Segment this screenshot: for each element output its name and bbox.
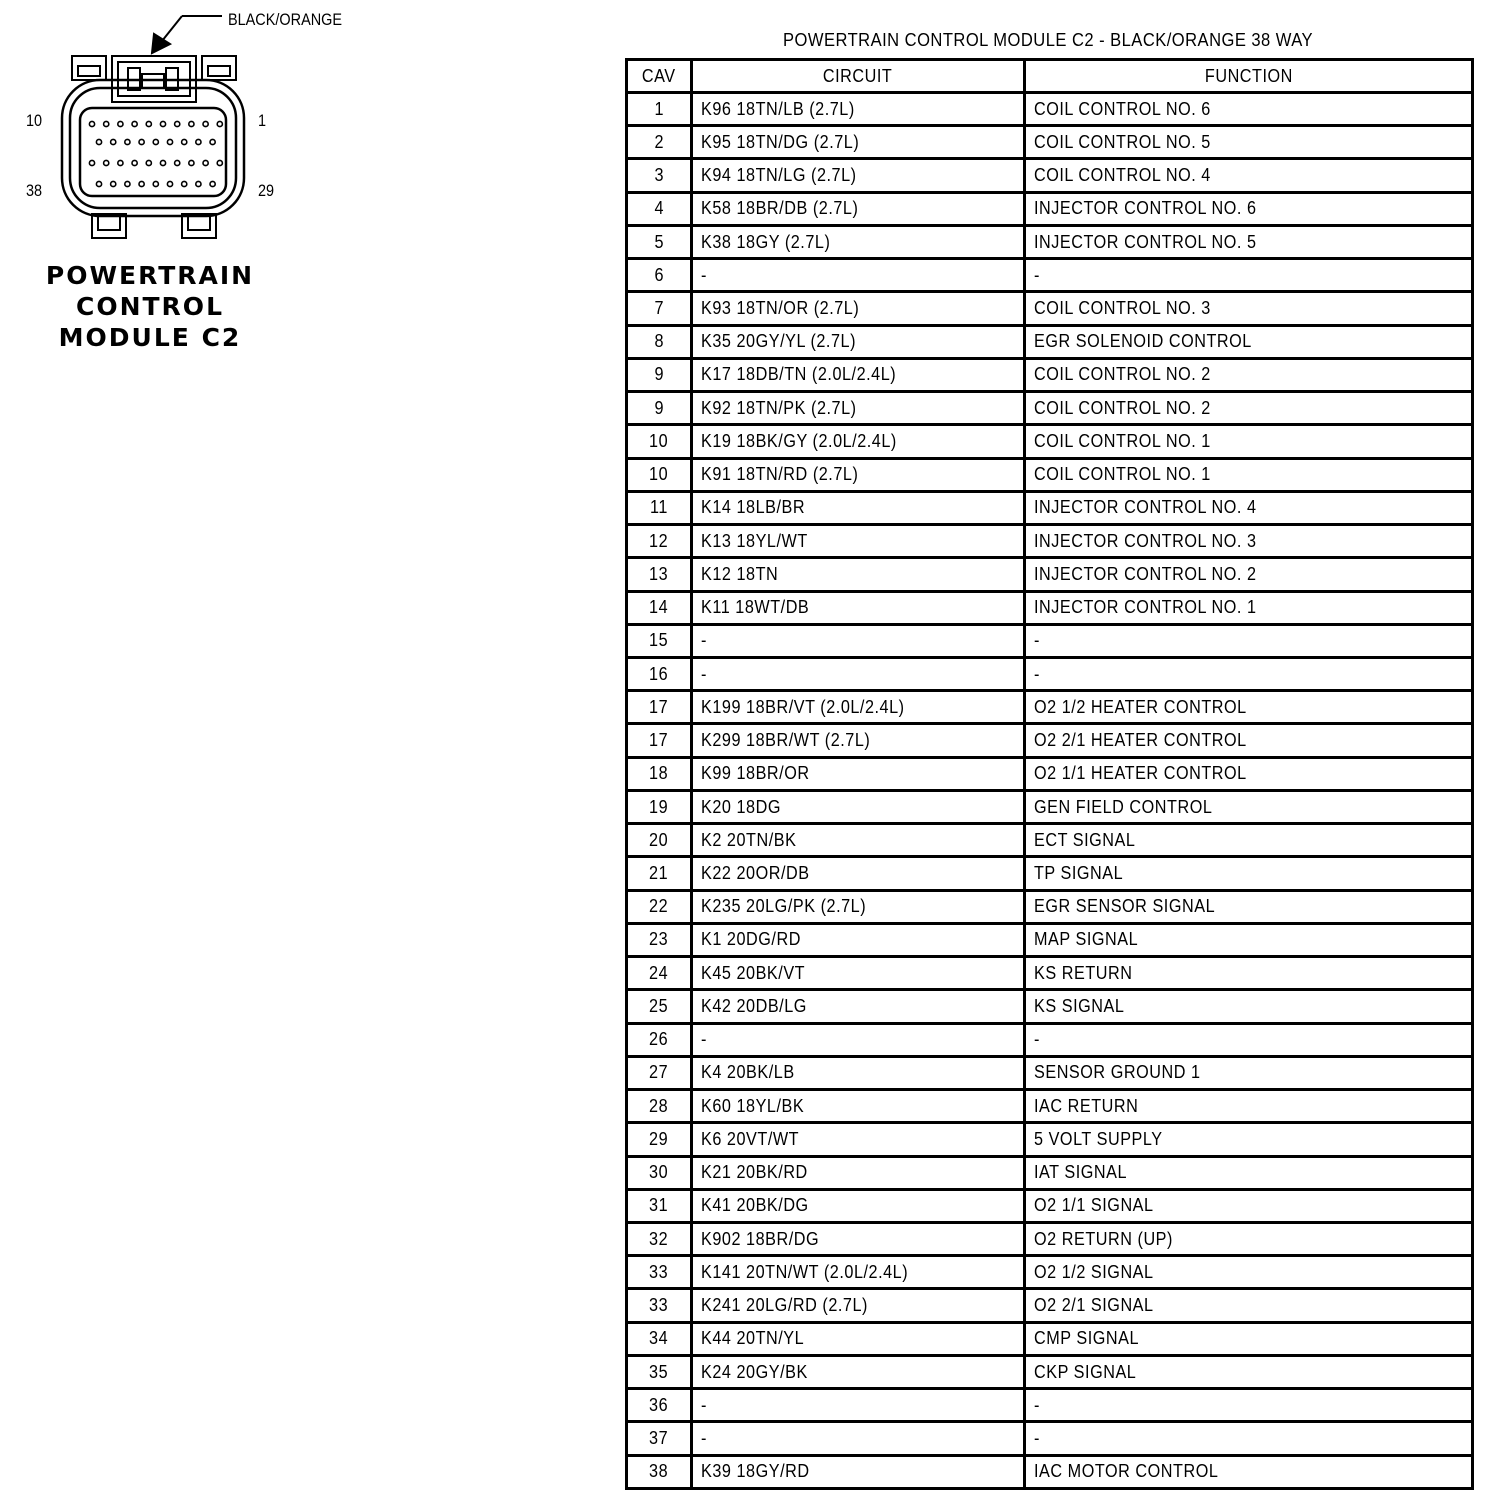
table-row	[627, 691, 1473, 724]
table-row	[627, 1222, 1473, 1255]
cell-function: COIL CONTROL NO. 1	[1025, 425, 1473, 458]
cell-function: -	[1025, 1023, 1473, 1056]
cell-cav: 3	[627, 159, 692, 192]
table-row	[627, 126, 1473, 159]
pin-label-38: 38	[26, 181, 43, 200]
table-body	[627, 93, 1473, 1489]
pin-cavity	[89, 121, 94, 126]
cell-circuit: K35 20GY/YL (2.7L)	[692, 325, 1025, 358]
cell-function: COIL CONTROL NO. 2	[1025, 358, 1473, 391]
cell-circuit: -	[692, 657, 1025, 690]
pin-cavity	[217, 121, 222, 126]
cell-cav: 9	[627, 358, 692, 391]
table-row	[627, 358, 1473, 391]
cell-circuit: K99 18BR/OR	[692, 757, 1025, 790]
cell-circuit: K4 20BK/LB	[692, 1056, 1025, 1089]
pin-cavity	[203, 160, 208, 165]
table-row	[627, 624, 1473, 657]
pin-cavity	[153, 139, 158, 144]
cell-circuit: K39 18GY/RD	[692, 1455, 1025, 1488]
cell-function: INJECTOR CONTROL NO. 5	[1025, 225, 1473, 258]
cell-cav: 2	[627, 126, 692, 159]
cell-circuit: K93 18TN/OR (2.7L)	[692, 292, 1025, 325]
table-row	[627, 1256, 1473, 1289]
connector-title-line-3: MODULE C2	[58, 323, 242, 352]
cell-circuit: K19 18BK/GY (2.0L/2.4L)	[692, 425, 1025, 458]
cell-function: EGR SENSOR SIGNAL	[1025, 890, 1473, 923]
pin-cavity	[96, 181, 101, 186]
pin-cavity	[160, 160, 165, 165]
cell-circuit: K20 18DG	[692, 790, 1025, 823]
cell-cav: 38	[627, 1455, 692, 1488]
cell-function: GEN FIELD CONTROL	[1025, 790, 1473, 823]
connector-top-ears	[72, 56, 236, 80]
cell-cav: 22	[627, 890, 692, 923]
pin-cavity	[182, 139, 187, 144]
cell-cav: 33	[627, 1256, 692, 1289]
cell-function: O2 2/1 HEATER CONTROL	[1025, 724, 1473, 757]
table-row	[627, 1156, 1473, 1189]
pin-cavity	[167, 181, 172, 186]
cell-circuit: K11 18WT/DB	[692, 591, 1025, 624]
cell-cav: 31	[627, 1189, 692, 1222]
cell-circuit: K58 18BR/DB (2.7L)	[692, 192, 1025, 225]
cell-cav: 6	[627, 259, 692, 292]
cell-function: COIL CONTROL NO. 1	[1025, 458, 1473, 491]
pin-cavity	[146, 160, 151, 165]
connector-body	[62, 80, 244, 216]
table-row	[627, 1123, 1473, 1156]
table-row	[627, 392, 1473, 425]
pin-cavity	[189, 121, 194, 126]
pin-cavity	[217, 160, 222, 165]
table-row	[627, 657, 1473, 690]
cell-cav: 21	[627, 857, 692, 890]
connector-face-diagram	[0, 0, 360, 260]
cell-function: O2 1/2 SIGNAL	[1025, 1256, 1473, 1289]
cell-function: IAT SIGNAL	[1025, 1156, 1473, 1189]
table-row	[627, 159, 1473, 192]
table-row	[627, 790, 1473, 823]
cell-cav: 14	[627, 591, 692, 624]
cell-circuit: K95 18TN/DG (2.7L)	[692, 126, 1025, 159]
cell-function: EGR SOLENOID CONTROL	[1025, 325, 1473, 358]
cell-cav: 36	[627, 1389, 692, 1422]
cell-circuit: K44 20TN/YL	[692, 1322, 1025, 1355]
cell-circuit: K235 20LG/PK (2.7L)	[692, 890, 1025, 923]
cell-cav: 37	[627, 1422, 692, 1455]
header-circuit: CIRCUIT	[692, 60, 1025, 93]
cell-function: COIL CONTROL NO. 5	[1025, 126, 1473, 159]
cell-cav: 10	[627, 458, 692, 491]
connector-pin-cavities	[89, 121, 222, 186]
table-row	[627, 558, 1473, 591]
cell-cav: 32	[627, 1222, 692, 1255]
cell-function: -	[1025, 624, 1473, 657]
table-row	[627, 458, 1473, 491]
cell-function: -	[1025, 657, 1473, 690]
table-row	[627, 1455, 1473, 1488]
cell-cav: 29	[627, 1123, 692, 1156]
cell-circuit: K91 18TN/RD (2.7L)	[692, 458, 1025, 491]
table-title	[628, 31, 1468, 49]
cell-function: COIL CONTROL NO. 3	[1025, 292, 1473, 325]
pin-cavity	[210, 181, 215, 186]
pinout-table	[625, 58, 1474, 1490]
cell-cav: 34	[627, 1322, 692, 1355]
cell-function: TP SIGNAL	[1025, 857, 1473, 890]
table-row	[627, 491, 1473, 524]
table-row	[627, 292, 1473, 325]
table-row	[627, 192, 1473, 225]
pin-cavity	[203, 121, 208, 126]
cell-circuit: K92 18TN/PK (2.7L)	[692, 392, 1025, 425]
cell-circuit: K45 20BK/VT	[692, 957, 1025, 990]
table-row	[627, 957, 1473, 990]
table-row	[627, 1056, 1473, 1089]
pin-cavity	[139, 181, 144, 186]
cell-cav: 19	[627, 790, 692, 823]
cell-cav: 27	[627, 1056, 692, 1089]
cell-circuit: K22 20OR/DB	[692, 857, 1025, 890]
table-row	[627, 325, 1473, 358]
cell-function: IAC MOTOR CONTROL	[1025, 1455, 1473, 1488]
pin-cavity	[139, 139, 144, 144]
pin-cavity	[146, 121, 151, 126]
connector-bottom-feet	[92, 214, 216, 238]
pin-cavity	[111, 139, 116, 144]
cell-cav: 8	[627, 325, 692, 358]
cell-circuit: K24 20GY/BK	[692, 1355, 1025, 1388]
table-row	[627, 890, 1473, 923]
cell-circuit: K96 18TN/LB (2.7L)	[692, 93, 1025, 126]
table-row	[627, 591, 1473, 624]
cell-circuit: -	[692, 624, 1025, 657]
cell-function: CMP SIGNAL	[1025, 1322, 1473, 1355]
cell-circuit: K38 18GY (2.7L)	[692, 225, 1025, 258]
table-row	[627, 1023, 1473, 1056]
cell-function: COIL CONTROL NO. 4	[1025, 159, 1473, 192]
table-title-text: POWERTRAIN CONTROL MODULE C2 - BLACK/ORANGE 38 WAY	[782, 30, 1314, 50]
cell-circuit: -	[692, 1422, 1025, 1455]
cell-function: O2 RETURN (UP)	[1025, 1222, 1473, 1255]
cell-cav: 25	[627, 990, 692, 1023]
table-row	[627, 824, 1473, 857]
table-row	[627, 225, 1473, 258]
cell-function: -	[1025, 259, 1473, 292]
pin-cavity	[89, 160, 94, 165]
cell-cav: 1	[627, 93, 692, 126]
pin-cavity	[104, 121, 109, 126]
connector-title	[40, 260, 260, 353]
table-row	[627, 990, 1473, 1023]
cell-function: O2 2/1 SIGNAL	[1025, 1289, 1473, 1322]
cell-circuit: K241 20LG/RD (2.7L)	[692, 1289, 1025, 1322]
cell-function: MAP SIGNAL	[1025, 923, 1473, 956]
pin-cavity	[125, 181, 130, 186]
cell-cav: 10	[627, 425, 692, 458]
cell-function: KS SIGNAL	[1025, 990, 1473, 1023]
cell-cav: 28	[627, 1090, 692, 1123]
cell-function: CKP SIGNAL	[1025, 1355, 1473, 1388]
cell-circuit: -	[692, 259, 1025, 292]
pin-label-1: 1	[258, 111, 267, 130]
cell-function: O2 1/1 HEATER CONTROL	[1025, 757, 1473, 790]
cell-function: O2 1/1 SIGNAL	[1025, 1189, 1473, 1222]
pin-cavity	[118, 121, 123, 126]
cell-cav: 35	[627, 1355, 692, 1388]
cell-cav: 13	[627, 558, 692, 591]
cell-function: INJECTOR CONTROL NO. 4	[1025, 491, 1473, 524]
cell-cav: 9	[627, 392, 692, 425]
table-row	[627, 857, 1473, 890]
cell-circuit: -	[692, 1389, 1025, 1422]
cell-cav: 23	[627, 923, 692, 956]
pin-cavity	[104, 160, 109, 165]
cell-circuit: K41 20BK/DG	[692, 1189, 1025, 1222]
pin-cavity	[175, 121, 180, 126]
cell-cav: 17	[627, 691, 692, 724]
table-row	[627, 757, 1473, 790]
pin-cavity	[111, 181, 116, 186]
cell-circuit: K1 20DG/RD	[692, 923, 1025, 956]
cell-cav: 30	[627, 1156, 692, 1189]
cell-circuit: K12 18TN	[692, 558, 1025, 591]
cell-function: INJECTOR CONTROL NO. 6	[1025, 192, 1473, 225]
pin-cavity	[182, 181, 187, 186]
cell-cav: 17	[627, 724, 692, 757]
cell-circuit: K2 20TN/BK	[692, 824, 1025, 857]
header-cav: CAV	[627, 60, 692, 93]
pin-cavity	[96, 139, 101, 144]
cell-cav: 20	[627, 824, 692, 857]
table-row	[627, 1322, 1473, 1355]
table-row	[627, 1090, 1473, 1123]
cell-function: INJECTOR CONTROL NO. 3	[1025, 525, 1473, 558]
table-row	[627, 1422, 1473, 1455]
pin-cavity	[196, 139, 201, 144]
cell-circuit: K902 18BR/DG	[692, 1222, 1025, 1255]
cell-circuit: K13 18YL/WT	[692, 525, 1025, 558]
table-header-row	[627, 60, 1473, 93]
cell-cav: 24	[627, 957, 692, 990]
connector-color-callout: BLACK/ORANGE	[228, 10, 343, 29]
cell-circuit: K21 20BK/RD	[692, 1156, 1025, 1189]
table-row	[627, 1189, 1473, 1222]
pin-cavity	[132, 160, 137, 165]
cell-cav: 18	[627, 757, 692, 790]
pin-cavity	[160, 121, 165, 126]
connector-title-line-1: POWERTRAIN	[45, 261, 255, 290]
cell-function: ECT SIGNAL	[1025, 824, 1473, 857]
cell-circuit: K17 18DB/TN (2.0L/2.4L)	[692, 358, 1025, 391]
pin-cavity	[196, 181, 201, 186]
cell-function: KS RETURN	[1025, 957, 1473, 990]
pin-cavity	[125, 139, 130, 144]
cell-circuit: K42 20DB/LG	[692, 990, 1025, 1023]
cell-cav: 12	[627, 525, 692, 558]
connector-title-line-2: CONTROL	[75, 292, 224, 321]
cell-cav: 16	[627, 657, 692, 690]
cell-circuit: K6 20VT/WT	[692, 1123, 1025, 1156]
table-row	[627, 1389, 1473, 1422]
cell-circuit: K199 18BR/VT (2.0L/2.4L)	[692, 691, 1025, 724]
cell-function: SENSOR GROUND 1	[1025, 1056, 1473, 1089]
pin-cavity	[118, 160, 123, 165]
cell-cav: 33	[627, 1289, 692, 1322]
cell-function: INJECTOR CONTROL NO. 1	[1025, 591, 1473, 624]
callout-arrow	[152, 16, 222, 53]
cell-circuit: K299 18BR/WT (2.7L)	[692, 724, 1025, 757]
cell-circuit: K94 18TN/LG (2.7L)	[692, 159, 1025, 192]
cell-function: COIL CONTROL NO. 6	[1025, 93, 1473, 126]
pin-cavity	[210, 139, 215, 144]
pin-label-29: 29	[258, 181, 275, 200]
cell-function: COIL CONTROL NO. 2	[1025, 392, 1473, 425]
cell-function: -	[1025, 1389, 1473, 1422]
pin-cavity	[153, 181, 158, 186]
table-row	[627, 425, 1473, 458]
pin-cavity	[175, 160, 180, 165]
cell-circuit: K14 18LB/BR	[692, 491, 1025, 524]
table-row	[627, 1355, 1473, 1388]
pin-cavity	[189, 160, 194, 165]
cell-function: -	[1025, 1422, 1473, 1455]
table-row	[627, 93, 1473, 126]
table-row	[627, 1289, 1473, 1322]
table-row	[627, 525, 1473, 558]
cell-cav: 5	[627, 225, 692, 258]
pin-cavity	[132, 121, 137, 126]
pin-label-10: 10	[26, 111, 43, 130]
table-row	[627, 923, 1473, 956]
cell-cav: 26	[627, 1023, 692, 1056]
header-function: FUNCTION	[1025, 60, 1473, 93]
cell-cav: 4	[627, 192, 692, 225]
cell-circuit: -	[692, 1023, 1025, 1056]
cell-cav: 15	[627, 624, 692, 657]
cell-circuit: K141 20TN/WT (2.0L/2.4L)	[692, 1256, 1025, 1289]
cell-function: INJECTOR CONTROL NO. 2	[1025, 558, 1473, 591]
cell-circuit: K60 18YL/BK	[692, 1090, 1025, 1123]
table-row	[627, 259, 1473, 292]
cell-cav: 11	[627, 491, 692, 524]
cell-function: O2 1/2 HEATER CONTROL	[1025, 691, 1473, 724]
cell-cav: 7	[627, 292, 692, 325]
pin-cavity	[167, 139, 172, 144]
cell-function: IAC RETURN	[1025, 1090, 1473, 1123]
cell-function: 5 VOLT SUPPLY	[1025, 1123, 1473, 1156]
table-row	[627, 724, 1473, 757]
